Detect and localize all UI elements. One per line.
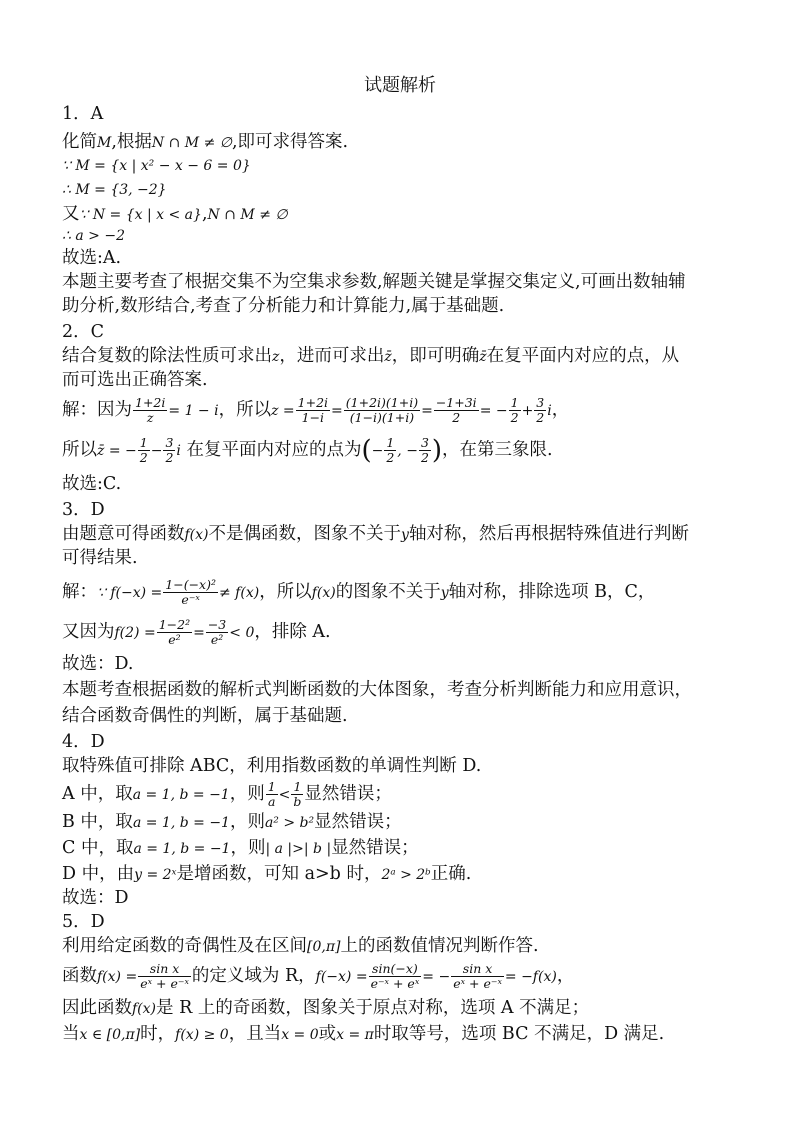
q1-line-8: 助分析,数形结合,考查了分析能力和计算能力,属于基础题. xyxy=(62,296,505,316)
fraction: $\frac{-3}{\text{e²}}$ xyxy=(207,617,227,647)
q2-line-1: 结合复数的除法性质可求出z，进而可求出z̄，即可明确z̄在复平面内对应的点，从 xyxy=(62,346,680,366)
q3-line-6: 本题考查根据函数的解析式判断函数的大体图象，考查分析判断能力和应用意识， xyxy=(62,680,692,700)
q5-heading: 5．D xyxy=(62,912,105,932)
q4-line-2: A 中，取a = 1, b = −1，则 $\frac{1}{a}$ < $\frac{1}{b}$ 显然错误； xyxy=(62,779,392,809)
q4-line-4: C 中，取a = 1, b = −1，则| a |>| b |显然错误； xyxy=(62,838,419,858)
q4-line-5: D 中，由y = 2ˣ是增函数，可知 a>b 时，2ᵃ > 2ᵇ正确. xyxy=(62,864,472,884)
q5-line-4: 当x ∈ [0,π]时，f(x) ≥ 0，且当x = 0或x = π时取等号，选项 BC 不满足，D 满足. xyxy=(62,1024,665,1044)
q3-heading: 3．D xyxy=(62,500,105,520)
q2-line-5: 故选:C. xyxy=(62,474,122,494)
q3-line-4: 又因为f(2) = $\frac{\text{1−2²}}{\text{e²}}$ = $\frac{-3}{\text{e²}}$ < 0，排除 A. xyxy=(62,617,331,647)
q3-line-1: 由题意可得函数f(x)不是偶函数，图象不关于y轴对称，然后再根据特殊值进行判断 xyxy=(62,524,689,544)
fraction: $\frac{(1+2i)(1+i)}{(1-i)(1+i)}$ xyxy=(345,395,419,425)
q3-line-7: 结合函数奇偶性的判断，属于基础题. xyxy=(62,706,348,726)
q4-line-1: 取特殊值可排除 ABC，利用指数函数的单调性判断 D. xyxy=(62,756,482,776)
fraction: $\frac{\text{sin x}}{\text{eˣ + e⁻ˣ}}$ xyxy=(453,961,502,991)
q1-line-4: 又∵ N = {x | x < a},N ∩ M ≠ ∅ xyxy=(62,204,288,224)
q3-line-3: 解：∵ f(−x) = $\frac{\text{1−(−x)²}}{\text{e⁻ˣ}}$ ≠ f(x)，所以f(x)的图象不关于y轴对称，排除选项 B，C， xyxy=(62,577,656,607)
q1-line-6: 故选:A. xyxy=(62,248,122,268)
q1-line-3: ∴ M = {3, −2} xyxy=(62,182,167,198)
q1-heading: 1．A xyxy=(62,104,104,124)
page-title: 试题解析 xyxy=(364,75,436,96)
q1-line-7: 本题主要考查了根据交集不为空集求参数,解题关键是掌握交集定义,可画出数轴辅 xyxy=(62,272,686,292)
fraction: $\frac{1}{2}$ xyxy=(386,435,395,465)
q1-line-1: 化简M,根据N ∩ M ≠ ∅,即可求得答案. xyxy=(62,132,349,152)
q1-line-5: ∴ a > −2 xyxy=(62,228,125,244)
fraction: $\frac{3}{2}$ xyxy=(536,395,545,425)
fraction: $\frac{1+2i}{z}$ xyxy=(135,395,166,425)
fraction: $\frac{\text{1−(−x)²}}{\text{e⁻ˣ}}$ xyxy=(165,577,216,607)
q5-line-2: 函数f(x) = $\frac{\text{sin x}}{\text{eˣ + e⁻ˣ}}$ 的定义域为 R，f(−x) = $\frac{\sin(-x)}{\text{e⁻ˣ + eˣ}}$ = − $\frac{\text{sin x}}{\text{eˣ + e⁻ˣ}}$ = −f(x)， xyxy=(62,961,575,991)
fraction: $\frac{3}{2}$ xyxy=(420,435,429,465)
q2-line-2: 而可选出正确答案. xyxy=(62,370,208,390)
q2-line-4: 所以z̄ = − $\frac{1}{2}$ − $\frac{3}{2}$ i 在复平面内对应的点为(− $\frac{1}{2}$ , − $\frac{3}{2}$ )，在第三象限. xyxy=(62,435,553,466)
q4-heading: 4．D xyxy=(62,732,105,752)
fraction: $\frac{1+2i}{1-i}$ xyxy=(297,395,329,425)
q3-line-2: 可得结果. xyxy=(62,548,138,568)
q4-line-3: B 中，取a = 1, b = −1，则a² > b²显然错误； xyxy=(62,812,402,832)
q2-heading: 2．C xyxy=(62,322,105,342)
q5-line-3: 因此函数f(x)是 R 上的奇函数，图象关于原点对称，选项 A 不满足； xyxy=(62,998,590,1018)
q4-line-6: 故选：D xyxy=(62,888,129,908)
q3-line-5: 故选：D. xyxy=(62,654,134,674)
fraction: $\frac{1}{a}$ xyxy=(267,779,276,809)
fraction: $\frac{1}{2}$ xyxy=(139,435,148,465)
q2-line-3: 解：因为 $\frac{1+2i}{z}$ = 1 − i，所以z = $\frac{1+2i}{1-i}$ = $\frac{(1+2i)(1+i)}{(1-i)(1+i)}$ = $\frac{-1+3i}{2}$ = − $\frac{1}{2}$ + $\frac{3}{2}$ i， xyxy=(62,395,570,425)
fraction: $\frac{1}{2}$ xyxy=(510,395,519,425)
fraction: $\frac{3}{2}$ xyxy=(165,435,174,465)
fraction: $\frac{\text{sin x}}{\text{eˣ + e⁻ˣ}}$ xyxy=(140,961,189,991)
q1-line-2: ∵ M = {x | x² − x − 6 = 0} xyxy=(62,158,251,174)
fraction: $\frac{-1+3i}{2}$ xyxy=(435,395,477,425)
fraction: $\frac{\text{1−2²}}{\text{e²}}$ xyxy=(158,617,191,647)
fraction: $\frac{1}{b}$ xyxy=(293,779,302,809)
fraction: $\frac{\sin(-x)}{\text{e⁻ˣ + eˣ}}$ xyxy=(370,961,420,991)
q5-line-1: 利用给定函数的奇偶性及在区间[0,π]上的函数值情况判断作答. xyxy=(62,936,539,956)
